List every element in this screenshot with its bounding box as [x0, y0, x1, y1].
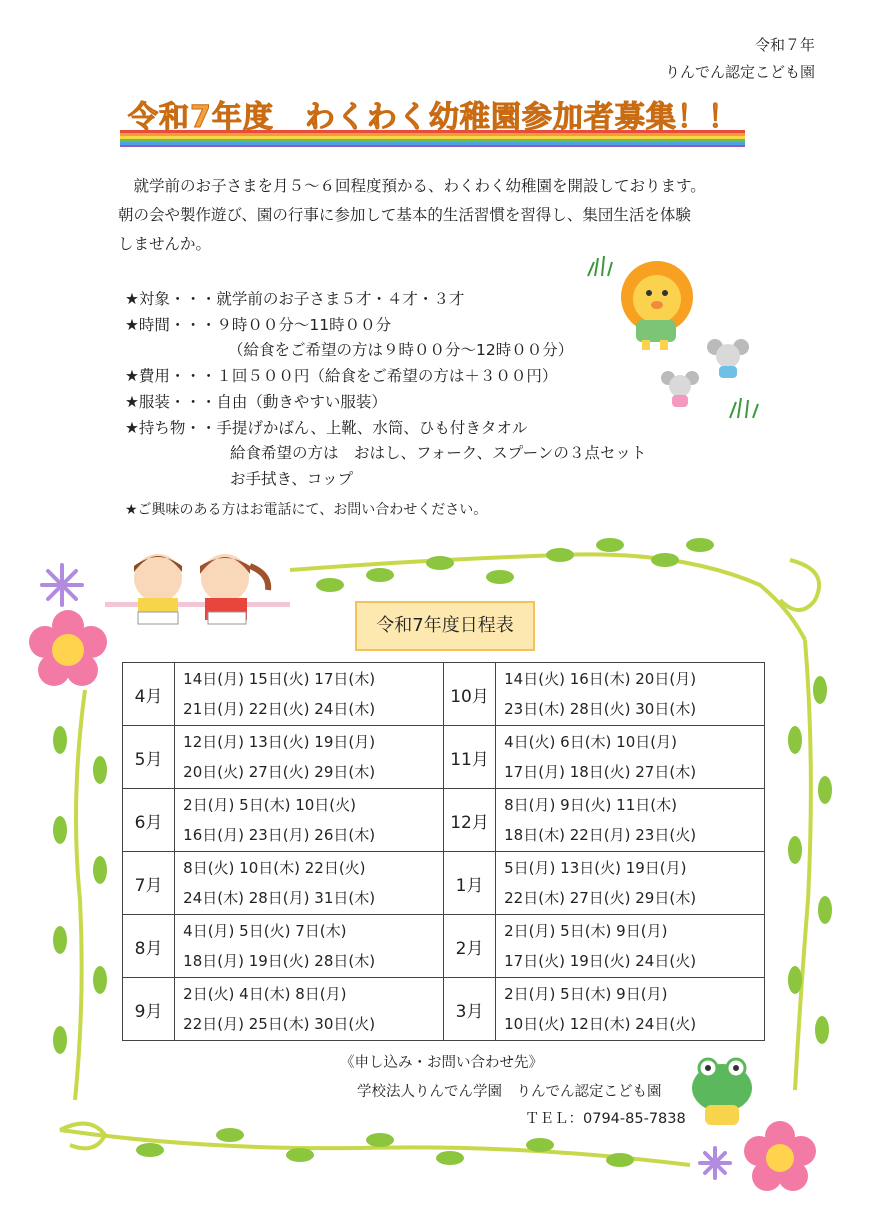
schedule-table — [122, 662, 765, 1041]
dates-line: 8日(火) 10日(木) 22日(火) — [183, 859, 366, 877]
dates-cell — [496, 726, 765, 789]
dates-line: 2日(火) 4日(木) 8日(月) — [183, 985, 347, 1003]
dates-cell — [175, 852, 444, 915]
detail-time: ★時間・・・９時００分～11時００分 — [125, 315, 392, 334]
contact-note: ★ご興味のある方はお電話にて、お問い合わせください。 — [125, 502, 488, 518]
dates-line: 18日(木) 22日(月) 23日(火) — [504, 826, 697, 844]
dates-line: 16日(月) 23日(月) 26日(木) — [183, 826, 376, 844]
header-org: りんでん認定こども園 — [664, 63, 815, 81]
dates-line: 14日(月) 15日(火) 17日(木) — [183, 670, 376, 688]
table-row — [123, 852, 765, 915]
dates-line: 4日(月) 5日(火) 7日(木) — [183, 922, 347, 940]
detail-items-2: 給食希望の方は おはし、フォーク、スプーンの３点セット — [230, 444, 647, 463]
dates-line: 8日(月) 9日(火) 11日(木) — [504, 796, 677, 814]
dates-line: 23日(木) 28日(火) 30日(木) — [504, 700, 697, 718]
dates-line: 20日(火) 27日(火) 29日(木) — [183, 763, 376, 781]
contact-tel: ＴＥＬ：0794-85-7838 — [525, 1111, 686, 1127]
month-cell: 1月 — [443, 852, 495, 915]
dates-line: 22日(木) 27日(火) 29日(木) — [504, 889, 697, 907]
detail-time-note: （給食をご希望の方は９時００分～12時００分） — [228, 341, 574, 360]
detail-items: ★持ち物・・手提げかばん、上靴、水筒、ひも付きタオル — [125, 418, 528, 437]
month-cell: 7月 — [123, 852, 175, 915]
contact-org: 学校法人りんでん学園 りんでん認定こども園 — [357, 1084, 662, 1100]
dates-line: 2日(月) 5日(木) 9日(月) — [504, 922, 668, 940]
header-year: 令和７年 — [754, 36, 815, 54]
month-cell: 5月 — [123, 726, 175, 789]
dates-cell — [496, 978, 765, 1041]
month-cell: 8月 — [123, 915, 175, 978]
dates-line: 5日(月) 13日(火) 19日(月) — [504, 859, 687, 877]
dates-line: 24日(木) 28日(月) 31日(木) — [183, 889, 376, 907]
dates-line: 2日(月) 5日(木) 10日(火) — [183, 796, 356, 814]
dates-line: 4日(火) 6日(木) 10日(月) — [504, 733, 677, 751]
table-row — [123, 978, 765, 1041]
detail-items-3: お手拭き、コップ — [230, 469, 354, 488]
dates-line: 12日(月) 13日(火) 19日(月) — [183, 733, 376, 751]
intro-text — [118, 172, 798, 259]
contact-heading: 《申し込み・お問い合わせ先》 — [340, 1055, 543, 1071]
intro-line-2: 朝の会や製作遊び、園の行事に参加して基本的生活習慣を習得し、集団生活を体験 — [118, 206, 691, 224]
dates-cell — [175, 663, 444, 726]
table-row — [123, 789, 765, 852]
table-row — [123, 726, 765, 789]
month-cell: 11月 — [443, 726, 495, 789]
detail-clothes: ★服装・・・自由（動きやすい服装） — [125, 392, 387, 411]
intro-line-1: 就学前のお子さまを月５～６回程度預かる、わくわく幼稚園を開設しております。 — [133, 177, 706, 195]
detail-fee: ★費用・・・１回５００円（給食をご希望の方は＋３００円） — [125, 367, 558, 386]
dates-line: 10日(火) 12日(木) 24日(火) — [504, 1015, 697, 1033]
dates-line: 17日(火) 19日(火) 24日(火) — [504, 952, 697, 970]
dates-cell — [496, 789, 765, 852]
dates-line: 2日(月) 5日(木) 9日(月) — [504, 985, 668, 1003]
children-icon — [105, 554, 290, 624]
intro-line-3: しませんか。 — [118, 235, 212, 253]
dates-line: 17日(月) 18日(火) 27日(木) — [504, 763, 697, 781]
dates-cell — [496, 915, 765, 978]
schedule-title: 令和7年度日程表 — [355, 601, 535, 651]
month-cell: 3月 — [443, 978, 495, 1041]
month-cell: 12月 — [443, 789, 495, 852]
table-row — [123, 915, 765, 978]
table-row — [123, 663, 765, 726]
header-info — [665, 32, 815, 86]
details-list — [125, 287, 745, 493]
dates-cell — [496, 852, 765, 915]
page-title: 令和7年度 わくわく幼稚園参加者募集！！ — [128, 100, 739, 135]
month-cell: 9月 — [123, 978, 175, 1041]
dates-line: 14日(火) 16日(木) 20日(月) — [504, 670, 697, 688]
dates-line: 18日(月) 19日(火) 28日(木) — [183, 952, 376, 970]
month-cell: 10月 — [443, 663, 495, 726]
month-cell: 6月 — [123, 789, 175, 852]
dates-cell — [496, 663, 765, 726]
dates-cell — [175, 726, 444, 789]
dates-line: 21日(月) 22日(火) 24日(木) — [183, 700, 376, 718]
dates-line: 22日(月) 25日(木) 30日(火) — [183, 1015, 376, 1033]
dates-cell — [175, 915, 444, 978]
month-cell: 2月 — [443, 915, 495, 978]
detail-target: ★対象・・・就学前のお子さま５才・４才・３才 — [125, 290, 465, 308]
month-cell: 4月 — [123, 663, 175, 726]
dates-cell — [175, 978, 444, 1041]
dates-cell — [175, 789, 444, 852]
